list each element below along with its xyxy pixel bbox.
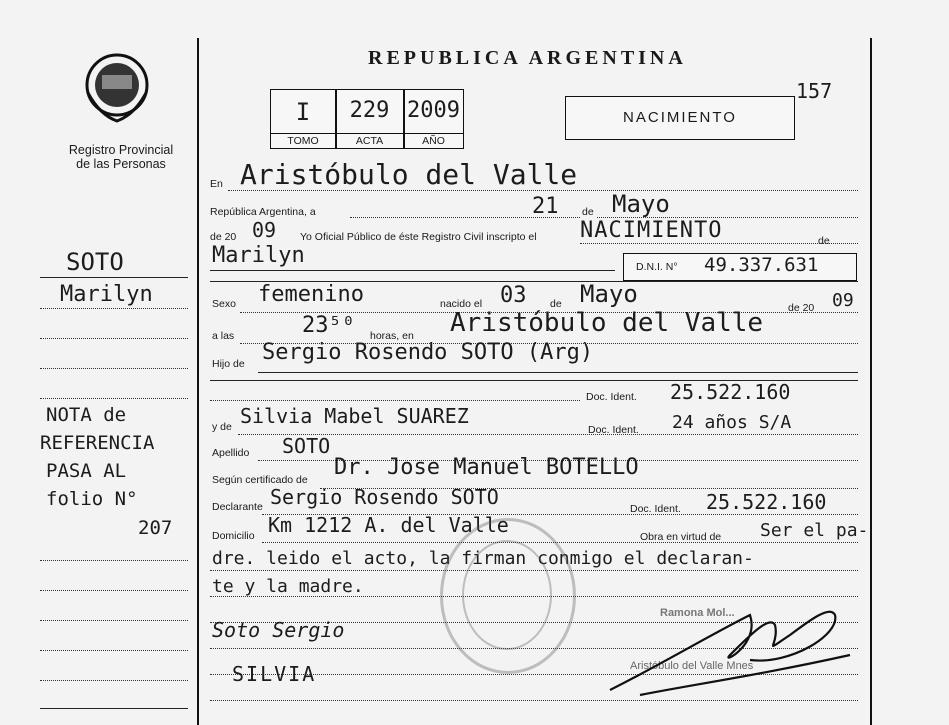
office-line-1: Registro Provincial	[68, 143, 174, 157]
field-line	[262, 542, 858, 543]
margin-line	[40, 277, 188, 278]
label-declarante: Declarante	[212, 501, 263, 513]
ano-label: AÑO	[422, 135, 445, 147]
ano-value: 2009	[407, 98, 460, 123]
field-line	[258, 372, 858, 373]
acta-value: 229	[349, 98, 390, 123]
month-value: Mayo	[612, 190, 670, 218]
birth-place-value: Aristóbulo del Valle	[450, 308, 764, 338]
label-sexo: Sexo	[212, 298, 236, 310]
dni-label: D.N.I. N°	[636, 261, 678, 273]
label-apellido: Apellido	[212, 447, 250, 459]
official-stamp-place: Aristóbulo del Valle Mnes	[630, 660, 754, 672]
address-value: Km 1212 A. del Valle	[268, 513, 509, 537]
label-hijo-de: Hijo de	[212, 358, 245, 370]
margin-note-line4: folio N°	[46, 488, 138, 510]
margin-line	[40, 650, 188, 651]
father-name-value: Sergio Rosendo SOTO (Arg)	[262, 340, 594, 365]
label-doc-ident-2: Doc. Ident.	[588, 424, 639, 436]
label-oficial: Yo Oficial Público de éste Registro Civil inscripto el	[300, 231, 537, 243]
field-line	[238, 434, 858, 435]
day-value: 21	[532, 194, 559, 219]
given-name-value: Marilyn	[212, 243, 305, 268]
official-signature	[600, 595, 860, 705]
margin-line	[40, 368, 188, 369]
birth-month-value: Mayo	[580, 280, 638, 308]
label-de-20: de 20	[210, 231, 237, 243]
label-domicilio: Domicilio	[212, 530, 255, 542]
label-republica-a: República Argentina, a	[210, 206, 316, 218]
margin-line	[40, 620, 188, 621]
label-de-20-2: de 20	[788, 302, 815, 314]
round-seal-inner	[462, 540, 552, 650]
acta-label: ACTA	[355, 135, 384, 147]
dni-box	[623, 253, 857, 281]
margin-surname: SOTO	[66, 248, 124, 276]
place-value: Aristóbulo del Valle	[240, 158, 578, 191]
registry-office-name	[56, 143, 186, 171]
tomo-label: TOMO	[287, 135, 319, 147]
field-line	[580, 243, 858, 244]
margin-line	[40, 590, 188, 591]
record-type-value: NACIMIENTO	[580, 218, 723, 243]
margin-note-line3: PASA AL	[46, 460, 127, 482]
label-y-de: y de	[212, 421, 232, 433]
reason-line1-value: Ser el pa-	[760, 520, 869, 541]
field-line	[210, 270, 615, 271]
margin-given-name: Marilyn	[60, 282, 153, 307]
margin-note-line1: NOTA de	[46, 404, 127, 426]
label-de: de	[582, 206, 594, 218]
left-border-line	[197, 38, 199, 725]
label-nacido-el: nacido el	[440, 298, 483, 310]
margin-line	[40, 308, 188, 309]
field-line	[210, 400, 580, 401]
label-a-las: a las	[212, 330, 235, 342]
tomo-value: I	[295, 98, 311, 126]
margin-line	[40, 398, 188, 399]
right-border-line	[870, 38, 872, 725]
label-obra-en-virtud: Obra en virtud de	[640, 531, 722, 543]
mother-name-value: Silvia Mabel SUAREZ	[240, 404, 469, 428]
declarant-doc-value: 25.522.160	[706, 490, 827, 514]
mother-doc-value: 24 años S/A	[672, 412, 792, 433]
label-doc-ident-3: Doc. Ident.	[630, 503, 681, 515]
reason-line2-value: dre. leido el acto, la firman conmigo el declaran-	[212, 548, 754, 569]
margin-line	[40, 338, 188, 339]
mother-signature: SILVIA	[232, 662, 317, 686]
certifying-doctor-value: Dr. Jose Manuel BOTELLO	[334, 455, 639, 480]
certificate-type-box	[565, 96, 795, 140]
margin-note-line2: REFERENCIA	[40, 432, 155, 454]
father-doc-value: 25.522.160	[670, 380, 791, 404]
dni-value: 49.337.631	[704, 254, 819, 276]
folio-number: 157	[796, 79, 833, 103]
sex-value: femenino	[258, 282, 364, 307]
birth-hour-value: 23⁵⁰	[302, 313, 355, 338]
surname-value: SOTO	[282, 434, 331, 458]
record-reference-boxes	[270, 89, 464, 149]
margin-note-line5: 207	[138, 517, 173, 539]
label-de-2: de	[818, 235, 830, 247]
province-seal-logo	[80, 45, 154, 131]
label-segun-certificado: Según certificado de	[212, 474, 308, 486]
label-horas-en: horas, en	[370, 330, 414, 342]
official-stamp-name: Ramona Mol...	[660, 607, 735, 619]
certificate-type-label: NACIMIENTO	[623, 109, 737, 126]
margin-line	[40, 560, 188, 561]
label-en: En	[210, 178, 223, 190]
birth-year-suffix: 09	[832, 290, 854, 311]
father-signature: Soto Sergio	[212, 618, 345, 642]
document-title: REPUBLICA ARGENTINA	[368, 47, 687, 69]
label-doc-ident: Doc. Ident.	[586, 391, 637, 403]
label-de-3: de	[550, 298, 562, 310]
reason-line3-value: te y la madre.	[212, 576, 364, 597]
declarant-name-value: Sergio Rosendo SOTO	[270, 485, 499, 509]
year-suffix-value: 09	[252, 218, 277, 242]
birth-day-value: 03	[500, 283, 527, 308]
office-line-2: de las Personas	[76, 157, 166, 171]
margin-line	[40, 680, 188, 681]
margin-line	[40, 708, 188, 709]
